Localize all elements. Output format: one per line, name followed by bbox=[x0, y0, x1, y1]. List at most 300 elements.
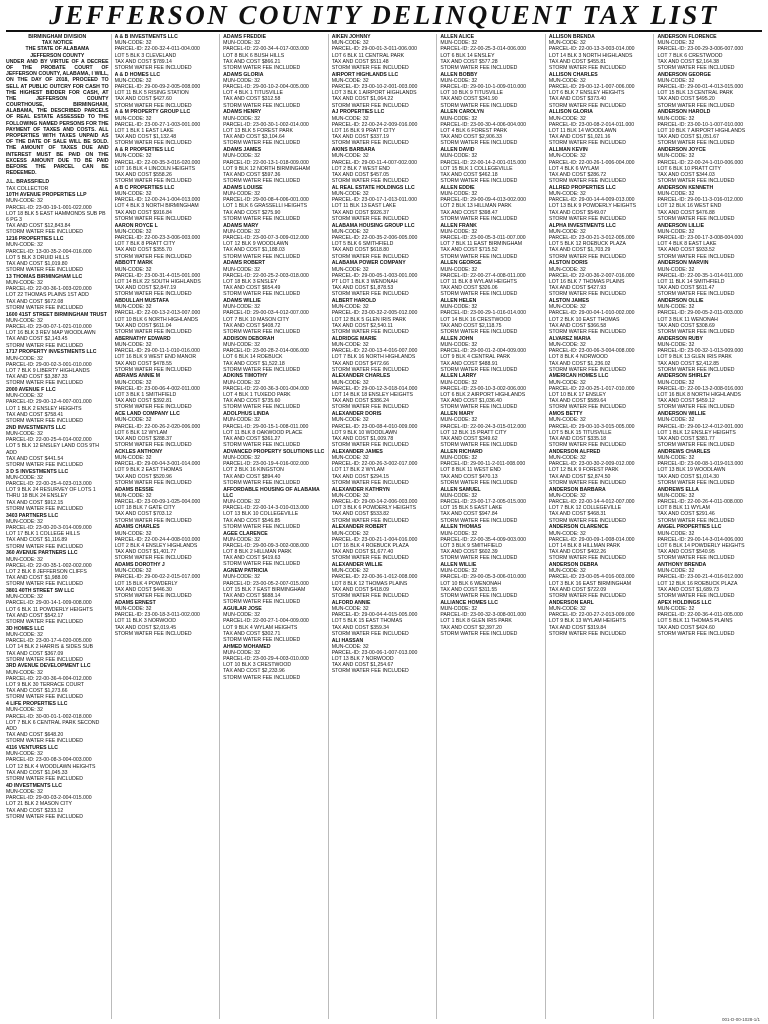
entry-detail: STORM WATER FEE INCLUDED bbox=[548, 593, 626, 599]
entry-detail: STORM WATER FEE INCLUDED bbox=[223, 636, 301, 643]
entry-detail: LOT 16 BLK 3 REV MAP WOODLAWN bbox=[6, 330, 96, 337]
list-item bbox=[549, 600, 652, 637]
entry-detail: LOT 4 BLK 1 TUXEDO PARK bbox=[223, 392, 291, 399]
entry-detail: MUN-CODE: 32 bbox=[331, 115, 369, 122]
entry-detail: PARCEL-ID: 29-00-11-3-016-012.000 bbox=[657, 197, 743, 204]
entry-detail: STORM WATER FEE INCLUDED bbox=[223, 404, 301, 411]
entry-detail: TAX AND COST $1,522.18 bbox=[223, 360, 285, 367]
entry-detail: STORM WATER FEE INCLUDED bbox=[114, 442, 192, 449]
entry-detail: PARCEL-ID: 23-00-10-3-002-006.000 bbox=[440, 385, 526, 392]
entry-detail: LOT 1 BLK 6 GRASSELLI HEIGHTS bbox=[223, 203, 308, 210]
list-item bbox=[549, 223, 652, 260]
entry-detail: PARCEL-ID: 22-00-35-2-006-005.000 bbox=[331, 234, 418, 241]
entry-detail: TAX AND COST $488.91 bbox=[440, 360, 498, 367]
entry-detail: TAX AND COST $688.14 bbox=[223, 593, 281, 599]
list-item bbox=[657, 34, 760, 71]
entry-detail: LOT 9 BLK 4 WYLAM HEIGHTS bbox=[223, 624, 298, 631]
entry-detail: LOT 5 BLK 15 EAST THOMAS bbox=[331, 618, 403, 625]
list-item bbox=[549, 524, 652, 561]
owner-name: ALLEN BOBBY bbox=[440, 71, 478, 78]
entry-detail: MUN-CODE: 32 bbox=[548, 40, 586, 47]
list-item bbox=[223, 373, 326, 410]
entry-detail: LOT 15 BLK 5 EAST LAKE bbox=[440, 505, 503, 512]
list-item bbox=[6, 550, 109, 587]
list-item bbox=[223, 72, 326, 109]
entry-detail: STORM WATER FEE INCLUDED bbox=[223, 178, 301, 185]
entry-detail: MUN-CODE: 32 bbox=[657, 228, 695, 235]
entry-detail: MUN-CODE: 32 bbox=[223, 379, 261, 386]
entry-detail: LOT 7 BLK 6 CRESTWOOD bbox=[657, 52, 723, 59]
entry-detail: TAX AND COST $672.08 bbox=[6, 298, 64, 305]
entry-detail: MUN-CODE: 32 bbox=[223, 499, 261, 505]
entry-detail: PARCEL-ID: 29-00-02-3-001-010.000 bbox=[6, 361, 92, 368]
entry-detail: MUN-CODE: 32 bbox=[331, 341, 369, 348]
list-item bbox=[657, 72, 760, 109]
entry-detail: LOT 6 BLK 14 POWDERLY HEIGHTS bbox=[657, 542, 745, 549]
list-item bbox=[115, 147, 218, 184]
entry-detail: PARCEL-ID: 29-00-14-1-009-008.000 bbox=[6, 600, 92, 607]
owner-name: AARON ROYCE L bbox=[114, 222, 158, 229]
entry-detail: MUN-CODE: 32 bbox=[6, 474, 43, 481]
list-item bbox=[332, 185, 435, 222]
entry-detail: PARCEL-ID: 22-00-27-4-008-011.000 bbox=[440, 272, 526, 279]
entry-detail: PARCEL-ID: 29-00-09-3-002-008.000 bbox=[223, 542, 309, 549]
entry-detail: STORM WATER FEE INCLUDED bbox=[223, 674, 301, 681]
entry-detail: LOT 5 BLK 3 CLEVELAND bbox=[114, 52, 177, 59]
owner-name: AMOS BETTY bbox=[548, 411, 583, 418]
entry-detail: PARCEL-ID: 22-00-24-1-010-006.000 bbox=[657, 159, 744, 166]
entry-detail: TAX AND COST $427.60 bbox=[114, 96, 172, 103]
entry-detail: PARCEL-ID: 22-00-36-1-003-020.000 bbox=[6, 286, 92, 293]
entry-detail: LOT 8 BLK 12 THOMAS PLAINS bbox=[331, 580, 408, 587]
entry-detail: TAX AND COST $408.72 bbox=[223, 322, 281, 329]
list-item bbox=[549, 109, 652, 146]
entry-detail: MUN-CODE: 32 bbox=[440, 605, 478, 612]
list-item bbox=[223, 487, 326, 530]
owner-name: 2000 AVENUE F LLC bbox=[6, 387, 56, 394]
list-item bbox=[549, 185, 652, 222]
entry-detail: LOT 13 BLK 9 POWDERLY HEIGHTS bbox=[548, 203, 637, 210]
owner-name: 2ND INVESTMENTS LLC bbox=[6, 424, 66, 431]
entry-detail: TAX AND COST $291.46 bbox=[657, 511, 715, 518]
entry-detail: LOT 12 BLK 4 WOODLAWN HEIGHTS bbox=[6, 763, 96, 770]
entry-detail: LOT 1 BLK 1 EAST LAKE bbox=[114, 128, 174, 134]
entry-detail: TAX AND COST $520.96 bbox=[114, 473, 172, 480]
entry-detail: STORM WATER FEE INCLUDED bbox=[548, 479, 626, 486]
entry-detail: TAX AND COST $1,116.89 bbox=[6, 537, 68, 544]
list-item bbox=[332, 638, 435, 675]
owner-name: A & B INVESTMENTS LLC bbox=[114, 34, 178, 40]
list-item bbox=[115, 336, 218, 373]
entry-detail: TAX AND COST $1,988.00 bbox=[6, 575, 68, 582]
list-item bbox=[549, 260, 652, 297]
entry-detail: PARCEL-ID: 29-00-05-2-011-003.000 bbox=[657, 310, 743, 317]
owner-name: ABDULLAH MUSTAFA bbox=[114, 298, 170, 305]
entry-detail: LOT 2 BLK 16 KINGSTON bbox=[223, 467, 284, 474]
entry-detail: PARCEL-ID: 22-00-25-4-023-013.000 bbox=[6, 481, 92, 488]
entry-detail: TAX AND COST $2,118.75 bbox=[440, 322, 502, 329]
list-item bbox=[6, 387, 109, 424]
owner-name: AGUILAR JOSE bbox=[223, 605, 262, 612]
entry-detail: LOT 12 BLK 9 WOODLAWN bbox=[223, 241, 289, 248]
entry-detail: TAX AND COST $478.55 bbox=[114, 360, 172, 367]
entry-detail: LOT 4 BLK 6 FOREST PARK bbox=[440, 128, 508, 134]
list-item bbox=[657, 185, 760, 222]
list-item bbox=[6, 425, 109, 468]
entry-detail: LOT 6 BLK 14 ROEBUCK bbox=[223, 354, 283, 361]
owner-name: AKINS BARBARA bbox=[331, 147, 376, 154]
owner-name: ALEXANDER ROBERT bbox=[331, 524, 387, 531]
list-item bbox=[6, 469, 109, 512]
entry-detail: LOT 2 BLK 4 ENSLEY HIGHLANDS bbox=[114, 542, 198, 549]
owner-name: ALLEN EDDIE bbox=[440, 184, 475, 191]
entry-detail: PARCEL-ID: 29-00-12-1-007-006.000 bbox=[548, 84, 635, 91]
entry-detail: MUN-CODE: 32 bbox=[440, 77, 478, 84]
entry-detail: STORM WATER FEE INCLUDED bbox=[657, 291, 735, 298]
entry-detail: MUN-CODE: 32 bbox=[548, 228, 586, 235]
entry-detail: PARCEL-ID: 22-00-25-3-014-006.000 bbox=[440, 46, 526, 53]
list-item bbox=[440, 562, 543, 599]
notice-heading: JEFFERSON COUNTY bbox=[30, 52, 85, 59]
entry-detail: MUN-CODE: 32 bbox=[548, 417, 586, 424]
entry-detail: MUN-CODE: 32 bbox=[548, 605, 586, 612]
list-item bbox=[657, 487, 760, 524]
entry-detail: MUN-CODE: 32 bbox=[114, 77, 152, 84]
entry-detail: STORM WATER FEE INCLUDED bbox=[440, 328, 518, 335]
entry-detail: PARCEL-ID: 22-00-35-1-014-011.000 bbox=[657, 272, 743, 279]
owner-name: ALEXANDER CHARLES bbox=[331, 373, 390, 380]
owner-name: AHMED MOHAMED bbox=[223, 643, 271, 650]
owner-name: ANDERSON MARVIN bbox=[657, 260, 709, 267]
owner-name: ALLISON GLORIA bbox=[548, 109, 593, 116]
list-item bbox=[223, 34, 326, 71]
owner-name: ACE LAND COMPANY LLC bbox=[114, 411, 180, 418]
entry-detail: STORM WATER FEE INCLUDED bbox=[331, 555, 409, 562]
list-item bbox=[549, 72, 652, 109]
entry-detail: PARCEL-ID: 22-00-24-2-009-016.000 bbox=[331, 121, 418, 128]
entry-detail: MUN-CODE: 32 bbox=[440, 266, 478, 273]
list-item bbox=[115, 72, 218, 109]
entry-detail: MUN-CODE: 32 bbox=[440, 228, 478, 235]
page-title: JEFFERSON COUNTY DELINQUENT TAX LIST bbox=[49, 0, 719, 30]
owner-name: J.L. BRASSFIELD bbox=[6, 179, 50, 186]
entry-detail: MUN-CODE: 32 bbox=[6, 355, 43, 362]
entry-detail: TAX AND COST $402.26 bbox=[548, 549, 607, 556]
entry-detail: STORM WATER FEE INCLUDED bbox=[440, 593, 518, 599]
list-item bbox=[223, 606, 326, 643]
owner-name: ALLEN HELEN bbox=[440, 298, 477, 305]
entry-detail: LOT 10 BLK 6 NORTH HIGHLANDS bbox=[114, 316, 199, 323]
entry-detail: STORM WATER FEE INCLUDED bbox=[548, 140, 626, 147]
entry-detail: STORM WATER FEE INCLUDED bbox=[114, 291, 192, 298]
entry-detail: LOT 6 BLK 14 ENSLEY bbox=[440, 52, 495, 59]
entry-detail: STORM WATER FEE INCLUDED bbox=[223, 366, 301, 373]
list-item bbox=[115, 524, 218, 561]
entry-detail: MUN-CODE: 32 bbox=[6, 631, 43, 638]
list-item bbox=[549, 487, 652, 524]
entry-detail: STORM WATER FEE INCLUDED bbox=[114, 102, 192, 109]
list-item bbox=[115, 298, 218, 335]
entry-detail: TAX AND COST $947.84 bbox=[440, 511, 498, 518]
owner-name: ALLEN CAROLYN bbox=[440, 109, 484, 116]
entry-detail: PARCEL-ID: 22-00-36-4-011-005.000 bbox=[657, 612, 743, 619]
owner-name: 10TH AVENUE PROPERTIES LLP bbox=[6, 192, 87, 199]
list-item bbox=[657, 223, 760, 260]
owner-name: AJ PROPERTIES LLC bbox=[331, 109, 385, 116]
entry-detail: LOT 14 BLK 16 CRESTWOOD bbox=[440, 316, 512, 323]
masthead bbox=[6, 0, 762, 32]
entry-detail: PARCEL-ID: 22-00-35-4-009-003.000 bbox=[440, 536, 526, 543]
entry-detail: TAX AND COST $1,036.40 bbox=[440, 398, 502, 405]
list-item bbox=[6, 663, 109, 700]
owner-name: ANDERSON EARL bbox=[548, 599, 594, 606]
entry-detail: PARCEL-ID: 22-00-27-2-013-009.000 bbox=[548, 612, 635, 619]
entry-detail: STORM WATER FEE INCLUDED bbox=[6, 229, 84, 236]
entry-detail: LOT 7 BLK 11 EAST BIRMINGHAM bbox=[440, 241, 523, 248]
entry-detail: PARCEL-ID: 29-00-09-4-013-002.000 bbox=[440, 197, 526, 204]
entry-detail: TAX AND COST $894.40 bbox=[223, 473, 281, 480]
list-item bbox=[440, 185, 543, 222]
owner-name: 3D HOMES LLC bbox=[6, 625, 45, 632]
entry-detail: LOT 1 BLK 2 ENSLEY HEIGHTS bbox=[6, 405, 82, 412]
owner-name: 3801 40TH STREET SW LLC bbox=[6, 588, 75, 595]
entry-detail: PARCEL-ID: 23-00-30-4-006-004.000 bbox=[440, 121, 526, 128]
list-item bbox=[440, 109, 543, 146]
entry-detail: LOT 5 BLK 3 DRUID HILLS bbox=[6, 254, 70, 261]
owner-name: ANDERSON WILLIE bbox=[657, 411, 706, 418]
list-item bbox=[223, 185, 326, 222]
entry-detail: LOT 12 BLK 15 PRATT CITY bbox=[440, 429, 507, 436]
entry-detail: TAX AND COST $602.39 bbox=[440, 549, 498, 556]
entry-detail: TAX AND COST $2,397.20 bbox=[440, 624, 502, 631]
owner-name: ANGEL PROPERTIES LLC bbox=[657, 524, 722, 531]
list-item bbox=[549, 336, 652, 373]
entry-detail: PARCEL-ID: 23-00-19-4-016-002.000 bbox=[223, 461, 309, 468]
entry-detail: TAX AND COST $912.15 bbox=[6, 499, 64, 506]
list-item bbox=[6, 312, 109, 349]
owner-name: ANDERSON HAROLD bbox=[657, 109, 711, 116]
entry-detail: MUN-CODE: 32 bbox=[548, 379, 586, 386]
entry-detail: PARCEL-ID: 23-00-19-1-001-022.000 bbox=[6, 204, 92, 211]
entry-detail: LOT 15 BLK 7 EAST BIRMINGHAM bbox=[223, 586, 306, 593]
list-item bbox=[223, 531, 326, 568]
entry-detail: STORM WATER FEE INCLUDED bbox=[548, 366, 626, 373]
entry-detail: PARCEL-ID: 22-00-14-3-010-013.000 bbox=[223, 505, 309, 512]
entry-detail: PT LOT 1 BLK 3 WENONAH bbox=[331, 278, 398, 285]
entry-detail: STORM WATER FEE INCLUDED bbox=[114, 479, 192, 486]
entry-detail: STORM WATER FEE INCLUDED bbox=[548, 630, 626, 637]
entry-detail: MUN-CODE: 32 bbox=[440, 455, 478, 462]
entry-detail: PARCEL-ID: 22-00-25-2-003-018.000 bbox=[223, 272, 309, 279]
entry-detail: LOT 15 BLK 1 COLLEGEVILLE bbox=[440, 165, 513, 172]
entry-detail: MUN-CODE: 32 bbox=[6, 393, 43, 400]
owner-name: A & R PROPERTIES LLC bbox=[114, 147, 175, 154]
entry-detail: LOT 14 BLK 2 HARRIS & SIDES SUB bbox=[6, 644, 94, 651]
entry-detail: LOT 2 BLK 7 WEST END bbox=[331, 165, 390, 172]
entry-detail: PARCEL-ID: 23-00-17-3-008-004.000 bbox=[657, 234, 744, 241]
entry-detail: PARCEL-ID: 23-00-08-4-010-009.000 bbox=[331, 423, 418, 430]
entry-detail: TAX AND COST $1,019.80 bbox=[6, 260, 68, 267]
entry-detail: LOT 3 BLK 11 WENONAH bbox=[657, 316, 718, 323]
entry-detail: LOT 6 BLK 11 POWDERLY HEIGHTS bbox=[6, 606, 93, 613]
entry-detail: STORM WATER FEE INCLUDED bbox=[223, 523, 301, 530]
entry-detail: LOT 7 BLK 12 COLLEGEVILLE bbox=[548, 505, 622, 512]
entry-detail: LOT 16 BLK 7 THOMAS PLAINS bbox=[548, 278, 625, 285]
entry-detail: MUN-CODE: 32 bbox=[440, 568, 478, 575]
entry-detail: PARCEL-ID: 23-00-30-1-002-014.000 bbox=[223, 121, 309, 128]
entry-detail: MUN-CODE: 32 bbox=[331, 40, 369, 47]
list-item bbox=[332, 524, 435, 561]
owner-name: ALLEN LARRY bbox=[440, 373, 477, 380]
entry-detail: TAX AND COST $2,540.11 bbox=[331, 322, 393, 329]
entry-detail: PARCEL-ID: 23-00-29-1-016-014.000 bbox=[440, 310, 526, 317]
entry-detail: TAX AND COST $2,019.45 bbox=[114, 624, 177, 631]
entry-detail: MUN-CODE: 32 bbox=[657, 153, 695, 160]
owner-name: ALSTON DORIS bbox=[548, 260, 588, 267]
entry-detail: TAX AND COST $1,236.02 bbox=[548, 360, 611, 367]
owner-name: ANDERSON CLARENCE bbox=[548, 524, 609, 531]
entry-detail: MUN-CODE: 32 bbox=[331, 304, 369, 311]
entry-detail: TAX AND COST $2,874.50 bbox=[548, 473, 611, 480]
entry-detail: MUN-CODE: 32 bbox=[6, 430, 43, 437]
list-item bbox=[549, 373, 652, 410]
entry-detail: MUN-CODE: 32 bbox=[223, 574, 261, 581]
entry-detail: TAX AND COST $457.05 bbox=[331, 171, 389, 178]
entry-detail: PARCEL-ID: 23-00-21-1-004-016.000 bbox=[331, 536, 418, 543]
owner-name: ADAMS FREDDIE bbox=[223, 34, 266, 40]
entry-detail: TAX AND COST $427.93 bbox=[548, 285, 607, 292]
entry-detail: LOT 3 BLK 16 EAST BIRMINGHAM bbox=[548, 580, 631, 587]
entry-detail: TAX AND COST $2,143.45 bbox=[6, 336, 68, 343]
entry-detail: LOT 17 BLK 1 COLLEGE HILLS bbox=[6, 531, 80, 538]
entry-detail: STORM WATER FEE INCLUDED bbox=[657, 178, 735, 185]
owner-name: ANDERSON LILLIE bbox=[657, 222, 705, 229]
list-item bbox=[223, 411, 326, 448]
entry-detail: MUN-CODE: 32 bbox=[657, 77, 695, 84]
entry-detail: TAX AND COST $386.24 bbox=[331, 398, 389, 405]
entry-detail: MUN-CODE: 32 bbox=[114, 568, 152, 575]
list-item bbox=[115, 449, 218, 486]
entry-detail: LOT 2 BLK 13 HILLMAN PARK bbox=[440, 203, 512, 210]
owner-name: 1717 PROPERTY INVESTMENTS LLC bbox=[6, 349, 97, 356]
entry-detail: TAX AND COST $495.20 bbox=[657, 96, 715, 103]
entry-detail: LOT 5 BLK 15 TITUSVILLE bbox=[548, 429, 612, 436]
list-item bbox=[115, 185, 218, 222]
entry-detail: MUN-CODE: 32 bbox=[657, 492, 695, 499]
list-item bbox=[657, 449, 760, 486]
entry-detail: PARCEL-ID: 13-00-35-2-004-016.000 bbox=[6, 248, 92, 255]
entry-detail: LOT 9 BLK 4 CENTRAL PARK bbox=[440, 354, 511, 361]
notice-body: UNDER AND BY VIRTUE OF A DECREE OF THE PROBATE COURT OF JEFFERSON COUNTY, ALABAMA, I WILL, ON THE DAY OF 2018, PROCEED TO SELL AT PUBLIC OUTCRY FOR CASH TO THE HIGHEST BIDDER FOR CASH, AT THE JEFFERSON COUNTY COURTHOUSE, BIRMINGHAM, ALABAMA, THE DESCRIBED PARCELS OF REAL ESTATE ASSESSED TO THE FOLLOWING NAMED PERSONS FOR THE PAYMENT OF TAXES AND COSTS. ALL PROPERTIES WITH TAXES UNPAID AS OF THE DATE OF SALE WILL BE SOLD. THE AMOUNT OF TAXES DUE AND INTEREST MUST BE PAID ON THE EXCESS AMOUNT DUE TO BE PAID BEFORE THE PARCEL CAN BE REDEEMED. bbox=[6, 58, 109, 177]
entry-detail: STORM WATER FEE INCLUDED bbox=[331, 102, 409, 109]
entry-detail: MUN-CODE: 32 bbox=[657, 341, 695, 348]
entry-detail: LOT 7 BLK 8 PRATT CITY bbox=[114, 241, 176, 248]
entry-detail: TAX AND COST $1,401.77 bbox=[114, 549, 177, 556]
entry-detail: PARCEL-ID: 22-00-36-4-004-012.000 bbox=[6, 675, 92, 682]
entry-detail: LOT 7 BLK 16 NORTH HIGHLANDS bbox=[331, 354, 416, 361]
entry-detail: LOT 8 BLK 6 BUSH HILLS bbox=[223, 52, 285, 59]
owner-name: 3 D S INVESTMENTS LLC bbox=[6, 468, 69, 475]
list-item bbox=[6, 349, 109, 386]
entry-detail: MUN-CODE: 32 bbox=[331, 605, 369, 612]
entry-detail: TAX AND COST $441.54 bbox=[6, 455, 64, 462]
entry-detail: PARCEL-ID: 23-00-17-2-005-015.000 bbox=[440, 499, 526, 505]
owner-name: A B C PROPERTIES LLC bbox=[114, 184, 175, 191]
entry-detail: TAX AND COST $398.47 bbox=[440, 209, 498, 216]
entry-detail: TAX AND COST $715.52 bbox=[440, 247, 498, 254]
entry-detail: STORM WATER FEE INCLUDED bbox=[657, 140, 735, 147]
entry-detail: STORM WATER FEE INCLUDED bbox=[657, 593, 735, 599]
entry-detail: LOT 6 BLK 7 ENSLEY HEIGHTS bbox=[548, 90, 625, 97]
entry-detail: MUN-CODE: 32 bbox=[657, 115, 695, 122]
list-item bbox=[440, 411, 543, 448]
entry-detail: PARCEL-ID: 29-00-12-4-012-001.000 bbox=[657, 423, 744, 430]
owner-name: ANDERSON GEORGE bbox=[657, 71, 711, 78]
entry-detail: STORM WATER FEE INCLUDED bbox=[548, 404, 626, 411]
entry-detail: LOT 5 BLK 12 ENSLEY LAND COS 9TH ADD bbox=[6, 443, 99, 456]
entry-detail: TAX AND COST $648.20 bbox=[6, 732, 64, 739]
entry-detail: PARCEL-ID: 29-00-09-1-008-014.000 bbox=[548, 536, 635, 543]
entry-detail: LOT 4 BLK 6 WYLAM bbox=[548, 165, 599, 172]
entry-detail: STORM WATER FEE INCLUDED bbox=[331, 442, 409, 449]
entry-detail: PARCEL-ID: 23-00-07-1-021-010.000 bbox=[6, 324, 92, 330]
list-item bbox=[332, 72, 435, 109]
entry-detail: STORM WATER FEE INCLUDED bbox=[440, 442, 518, 449]
entry-detail: STORM WATER FEE INCLUDED bbox=[6, 738, 84, 745]
list-item bbox=[440, 298, 543, 335]
entry-detail: PARCEL-ID: 29-00-05-3-006-010.000 bbox=[440, 574, 526, 581]
list-item bbox=[440, 34, 543, 71]
entry-detail: STORM WATER FEE INCLUDED bbox=[548, 215, 626, 222]
entry-detail: TAX AND COST $1,014.30 bbox=[657, 473, 719, 480]
entry-detail: STORM WATER FEE INCLUDED bbox=[331, 64, 409, 71]
owner-name: 3RD AVENUE DEVELOPMENT LLC bbox=[6, 663, 91, 670]
entry-detail: LOT 13 BLK 19 WOODLAWN bbox=[657, 467, 726, 474]
entry-detail: STORM WATER FEE INCLUDED bbox=[657, 366, 735, 373]
entry-detail: STORM WATER FEE INCLUDED bbox=[6, 813, 84, 820]
owner-name: ALLEN GEORGE bbox=[440, 260, 482, 267]
owner-name: 3403 PARTNERS LLC bbox=[6, 512, 59, 519]
entry-detail: TAX AND COST $335.18 bbox=[548, 435, 607, 442]
list-column bbox=[440, 34, 546, 1019]
list-column bbox=[332, 34, 438, 1019]
entry-detail: STORM WATER FEE INCLUDED bbox=[548, 555, 626, 562]
entry-detail: TAX AND COST $735.60 bbox=[223, 398, 281, 405]
list-item bbox=[223, 109, 326, 146]
entry-detail: PARCEL-ID: 23-00-32-3-008-001.000 bbox=[440, 612, 526, 619]
entry-detail: STORM WATER FEE INCLUDED bbox=[114, 253, 192, 260]
entry-detail: MUN-CODE: 32 bbox=[331, 191, 369, 198]
entry-detail: TAX AND COST $341.90 bbox=[440, 96, 498, 103]
entry-detail: MUN-CODE: 32 bbox=[114, 605, 152, 612]
list-item bbox=[332, 487, 435, 524]
entry-detail: MUN-CODE: 32 bbox=[331, 492, 369, 499]
entry-detail: LOT 4 BLK 3 NORTH BIRMINGHAM bbox=[114, 203, 199, 210]
entry-detail: TAX AND COST $349.62 bbox=[440, 435, 498, 442]
entry-detail: PARCEL-ID: 22-00-13-4-016-007.000 bbox=[331, 348, 418, 355]
entry-detail: LOT 15 BLK 13 CENTRAL PARK bbox=[657, 90, 734, 97]
entry-detail: STORM WATER FEE INCLUDED bbox=[223, 442, 301, 449]
entry-detail: PARCEL-ID: 22-00-27-1-004-009.000 bbox=[223, 618, 309, 625]
entry-detail: LOT 8 BLK 2 HILLMAN PARK bbox=[223, 549, 292, 556]
owner-name: ADAMS MARY bbox=[223, 222, 259, 229]
entry-detail: TAX AND COST $418.09 bbox=[331, 586, 389, 593]
list-item bbox=[223, 260, 326, 297]
entry-detail: MUN-CODE: 32 bbox=[548, 153, 586, 160]
entry-detail: TAX AND COST $1,677.40 bbox=[331, 549, 394, 556]
entry-detail: TAX AND COST $476.88 bbox=[657, 209, 715, 216]
entry-detail: STORM WATER FEE INCLUDED bbox=[440, 404, 518, 411]
